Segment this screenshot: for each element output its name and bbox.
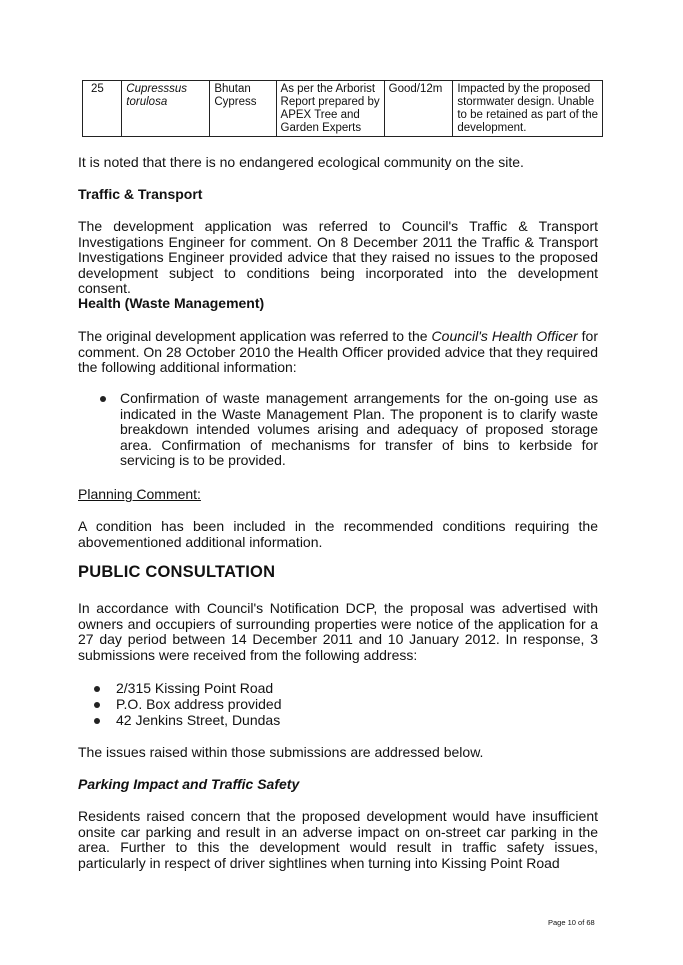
health-heading: Health (Waste Management) — [78, 295, 265, 311]
tree-table — [82, 80, 603, 137]
tree-source-cell: As per the Arborist Report prepared by APEX Tree and Garden Experts — [276, 81, 384, 137]
bullet-icon — [94, 686, 100, 692]
address-item: P.O. Box address provided — [116, 696, 282, 712]
bullet-icon — [94, 702, 100, 708]
traffic-paragraph: The development application was referred to Council's Traffic & Transport Investigations Engineer for comment. On 8 December 2011 the Traffic & Transport Investigations Engineer provided advice that they raised no issues to the proposed development subject to conditions being incorporated into the development consent. — [78, 218, 598, 296]
bullet-icon — [100, 396, 106, 402]
public-consultation-paragraph: In accordance with Council's Notification DCP, the proposal was advertised with owners and occupiers of surrounding properties were notice of the application for a 27 day period between 14 December 2011 and 10 January 2012. In response, 3 submissions were received from the following address: — [78, 600, 598, 663]
tree-number-cell: 25 — [83, 81, 122, 137]
planning-comment-label: Planning Comment: — [78, 486, 201, 502]
planning-comment-paragraph: A condition has been included in the recommended conditions requiring the abovementioned additional information. — [78, 518, 598, 550]
public-consultation-heading: PUBLIC CONSULTATION — [78, 563, 276, 581]
parking-heading: Parking Impact and Traffic Safety — [78, 776, 300, 792]
parking-paragraph: Residents raised concern that the proposed development would have insufficient onsite car parking and result in an adverse impact on on-street car parking in the area. Further to this the development would result in traffic safety issues, particularly in respect of driver sightlines when turning into Kissing Point Road — [78, 808, 598, 871]
traffic-heading: Traffic & Transport — [78, 186, 203, 202]
bullet-icon — [94, 718, 100, 724]
endangered-note: It is noted that there is no endangered ecological community on the site. — [78, 154, 524, 170]
health-bullet-item: Confirmation of waste management arrangements for the on-going use as indicated in the Waste Management Plan. The proponent is to clarify waste breakdown intended volumes arising and adequacy of proposed storage area. Confirmation of mechanisms for transfer of bins to kerbside for servicing is to be provided. — [120, 390, 598, 468]
issues-note: The issues raised within those submissions are addressed below. — [78, 744, 484, 760]
address-item: 42 Jenkins Street, Dundas — [116, 712, 281, 728]
health-paragraph: The original development application was referred to the Council's Health Officer for comment. On 28 October 2010 the Health Officer provided advice that they required the following additional information: — [78, 328, 598, 375]
address-item: 2/315 Kissing Point Road — [116, 680, 274, 696]
table-row — [83, 81, 603, 137]
tree-condition-cell: Good/12m — [384, 81, 453, 137]
tree-impact-cell: Impacted by the proposed stormwater design. Unable to be retained as part of the development. — [453, 81, 603, 137]
tree-common-name-cell: Bhutan Cypress — [210, 81, 276, 137]
page-number: Page 10 of 68 — [548, 918, 595, 927]
tree-species-cell: Cupresssus torulosa — [122, 81, 210, 137]
